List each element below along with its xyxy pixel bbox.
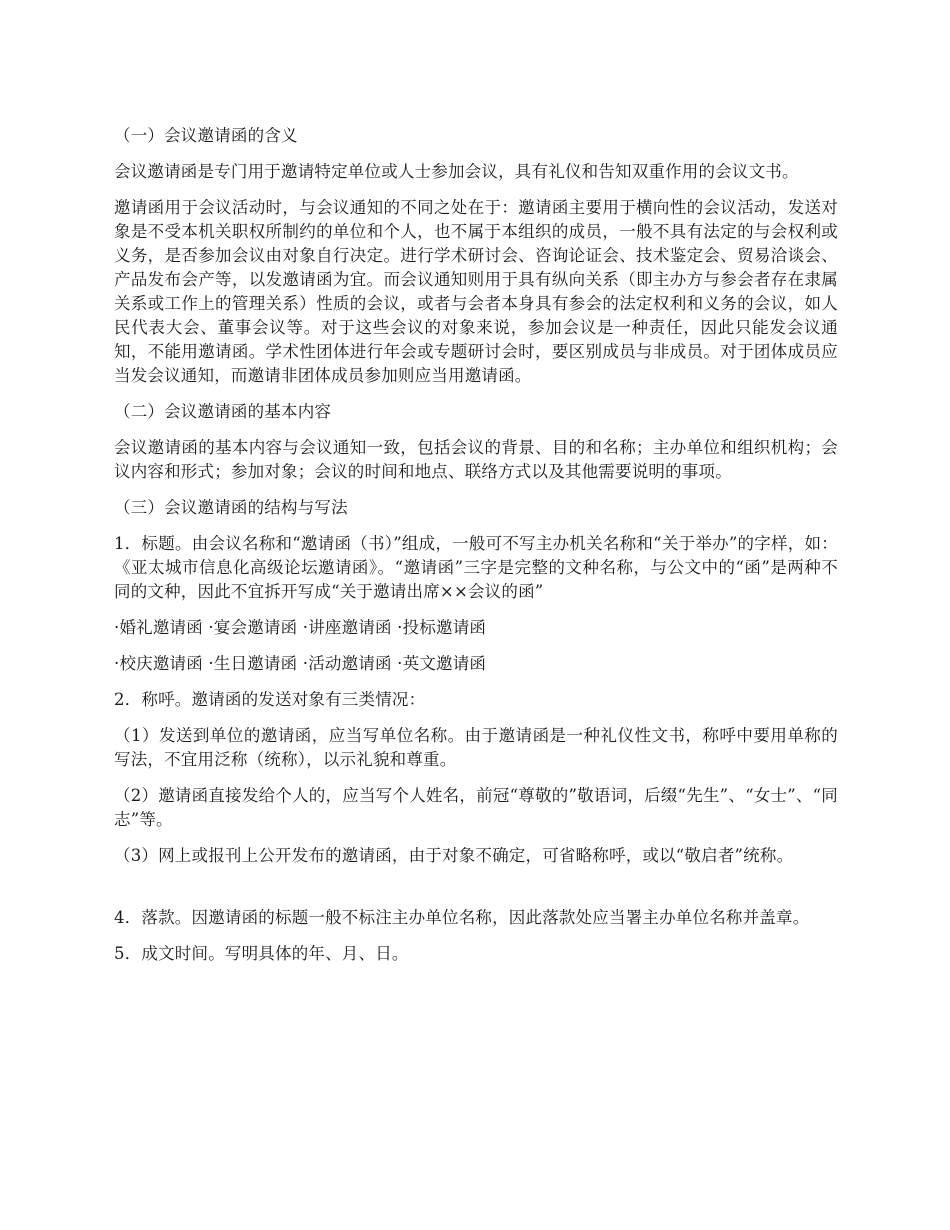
paragraph-salutation-public: （3）网上或报刊上公开发布的邀请函，由于对象不确定，可省略称呼，或以“敬启者”统称。 — [114, 846, 794, 865]
paragraph-definition: 会议邀请函是专门用于邀请特定单位或人士参加会议，具有礼仪和告知双重作用的会议文书。 — [114, 162, 799, 181]
paragraph-salutation-unit: （1）发送到单位的邀请函，应当写单位名称。由于邀请函是一种礼仪性文书，称呼中要用单称的写法，不宜用泛称（统称），以示礼貌和尊重。 — [114, 726, 838, 769]
section-heading-meaning: （一）会议邀请函的含义 — [114, 126, 298, 145]
related-links-row-1: ·婚礼邀请函 ·宴会邀请函 ·讲座邀请函 ·投标邀请函 — [114, 618, 487, 637]
section-heading-structure: （三）会议邀请函的结构与写法 — [114, 498, 348, 517]
paragraph-signature: 4．落款。因邀请函的标题一般不标注主办单位名称，因此落款处应当署主办单位名称并盖章。 — [114, 908, 810, 927]
paragraph-difference: 邀请函用于会议活动时，与会议通知的不同之处在于：邀请函主要用于横向性的会议活动，发送对象是不受本机关职权所制约的单位和个人，也不属于本组织的成员，一般不具有法定的与会权利或义务，是否参加会议由对象自行决定。进行学术研讨会、咨询论证会、技术鉴定会、贸易洽谈会、产品发布会产等，以发邀请函为宜。而会议通知则用于具有纵向关系（即主办方与参会者存在隶属关系或工作上的管理关系）性质的会议，或者与会者本身具有参会的法定权利和义务的会议，如人民代表大会、董事会议等。对于这些会议的对象来说，参加会议是一种责任，因此只能发会议通知，不能用邀请函。学术性团体进行年会或专题研讨会时，要区别成员与非成员。对于团体成员应当发会议通知，而邀请非团体成员参加则应当用邀请函。 — [114, 198, 838, 385]
document-body — [114, 124, 838, 966]
paragraph-title: 1．标题。由会议名称和“邀请函（书）”组成，一般可不写主办机关名称和“关于举办”的字样，如：《亚太城市信息化高级论坛邀请函》。“邀请函”三字是完整的文种名称，与公文中的“函”是两种不同的文种，因此不宜拆开写成“关于邀请出席××会议的函” — [114, 534, 838, 601]
section-heading-content: （二）会议邀请函的基本内容 — [114, 402, 332, 421]
related-links-row-2: ·校庆邀请函 ·生日邀请函 ·活动邀请函 ·英文邀请函 — [114, 654, 487, 673]
paragraph-salutation-person: （2）邀请函直接发给个人的，应当写个人姓名，前冠“尊敬的”敬语词，后缀“先生”、“女士”、“同志”等。 — [114, 786, 838, 829]
paragraph-date: 5．成文时间。写明具体的年、月、日。 — [114, 944, 409, 963]
paragraph-salutation: 2．称呼。邀请函的发送对象有三类情况： — [114, 690, 426, 709]
paragraph-basic-content: 会议邀请函的基本内容与会议通知一致，包括会议的背景、目的和名称；主办单位和组织机构；会议内容和形式；参加对象；会议的时间和地点、联络方式以及其他需要说明的事项。 — [114, 438, 838, 481]
